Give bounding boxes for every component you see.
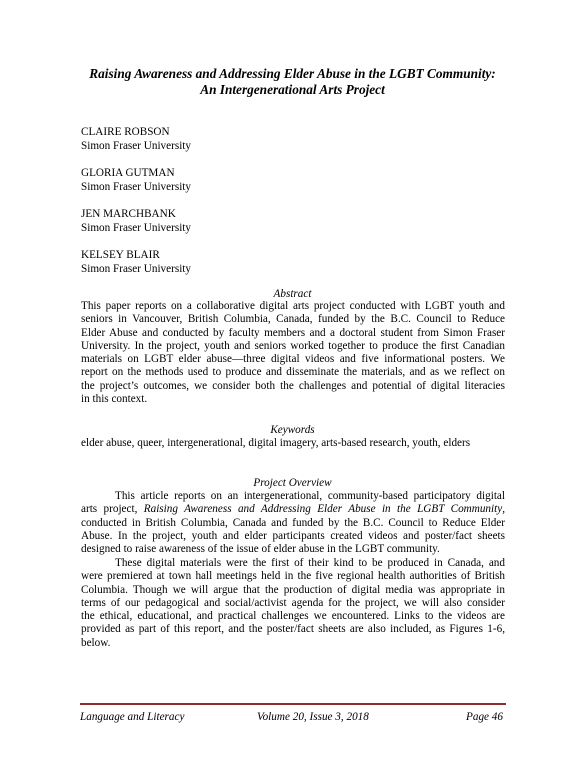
overview-line xyxy=(81,503,505,516)
footer-journal: Language and Literacy xyxy=(80,711,185,723)
author-affiliation: Simon Fraser University xyxy=(81,140,192,152)
overview-line: Abuse. In the project, youth and elder participants created videos and poster/fact sheets xyxy=(81,529,505,542)
author-name: GLORIA GUTMAN xyxy=(81,167,175,179)
abstract-heading: Abstract xyxy=(273,288,312,300)
overview-paragraph-2 xyxy=(81,557,505,650)
overview-line: provided as part of this report, and the poster/fact sheets are also included, as Figures 1-6, xyxy=(81,623,505,636)
overview-line: terms of our pedagogical and social/activist agenda for the project, we will also consider xyxy=(81,596,505,609)
abstract-line: the project’s outcomes, we consider both the challenges and potential of digital literacies xyxy=(81,379,505,392)
title-line-1: Raising Awareness and Addressing Elder Abuse in the LGBT Community: xyxy=(89,66,496,81)
keywords-text xyxy=(81,437,505,450)
overview-text: , xyxy=(502,503,505,516)
overview-line: below. xyxy=(81,636,111,649)
author-affiliation: Simon Fraser University xyxy=(81,222,192,234)
author-block xyxy=(81,125,191,153)
author-affiliation: Simon Fraser University xyxy=(81,263,192,275)
abstract-line: materials on LGBT elder abuse—three digital videos and five informational posters. We xyxy=(81,353,505,366)
abstract-line: Elder Abuse and conducted by faculty members and a doctoral student from Simon Fraser xyxy=(81,326,505,339)
overview-line: the ethical, educational, and practical challenges we encountered. Links to the videos are xyxy=(81,610,505,623)
abstract-line: This paper reports on a collaborative digital arts project conducted with LGBT youth and xyxy=(81,300,505,312)
overview-line: designed to raise awareness of the issue of elder abuse in the LGBT community. xyxy=(81,543,440,556)
author-block xyxy=(81,207,191,235)
author-name: JEN MARCHBANK xyxy=(81,208,176,220)
overview-line: conducted in British Columbia, Canada and funded by the B.C. Council to Reduce Elder xyxy=(81,516,505,529)
overview-line: These digital materials were the first of their kind to be produced in Canada, and xyxy=(115,557,505,569)
author-affiliation: Simon Fraser University xyxy=(81,181,192,193)
abstract-line: seniors in Vancouver, British Columbia, Canada, funded by the B.C. Council to Reduce xyxy=(81,313,505,326)
overview-line: This article reports on an intergenerational, community-based participatory digital xyxy=(115,490,505,502)
author-block xyxy=(81,248,191,276)
paper-title xyxy=(60,66,525,98)
footer-rule xyxy=(80,703,506,705)
author-list xyxy=(81,125,191,289)
keywords-line: elder abuse, queer, intergenerational, digital imagery, arts-based research, youth, elders xyxy=(81,437,471,449)
title-line-2: An Intergenerational Arts Project xyxy=(200,82,385,97)
overview-heading: Project Overview xyxy=(253,477,332,489)
author-block xyxy=(81,166,191,194)
project-title-italic: Raising Awareness and Addressing Elder Abuse in the LGBT Community xyxy=(143,503,503,516)
footer-volume: Volume 20, Issue 3, 2018 xyxy=(257,711,369,723)
keywords-heading: Keywords xyxy=(270,424,315,436)
author-name: KELSEY BLAIR xyxy=(81,249,160,261)
abstract-body xyxy=(81,300,505,406)
overview-paragraph-1 xyxy=(81,490,505,556)
abstract-line: in this context. xyxy=(81,393,148,406)
abstract-line: report on the methods used to produce and disseminate the materials, and as we reflect on xyxy=(81,366,505,379)
overview-text: arts project, xyxy=(81,503,144,516)
abstract-line: University. In the project, youth and seniors worked together to produce the first Canadian xyxy=(81,339,505,352)
overview-line: were premiered at town hall meetings held in the five regional health authorities of British xyxy=(81,570,505,583)
author-name: CLAIRE ROBSON xyxy=(81,126,170,138)
overview-line: Columbia. Though we will argue that the production of digital media was appropriate in xyxy=(81,583,505,596)
footer-page-number: Page 46 xyxy=(466,711,503,723)
